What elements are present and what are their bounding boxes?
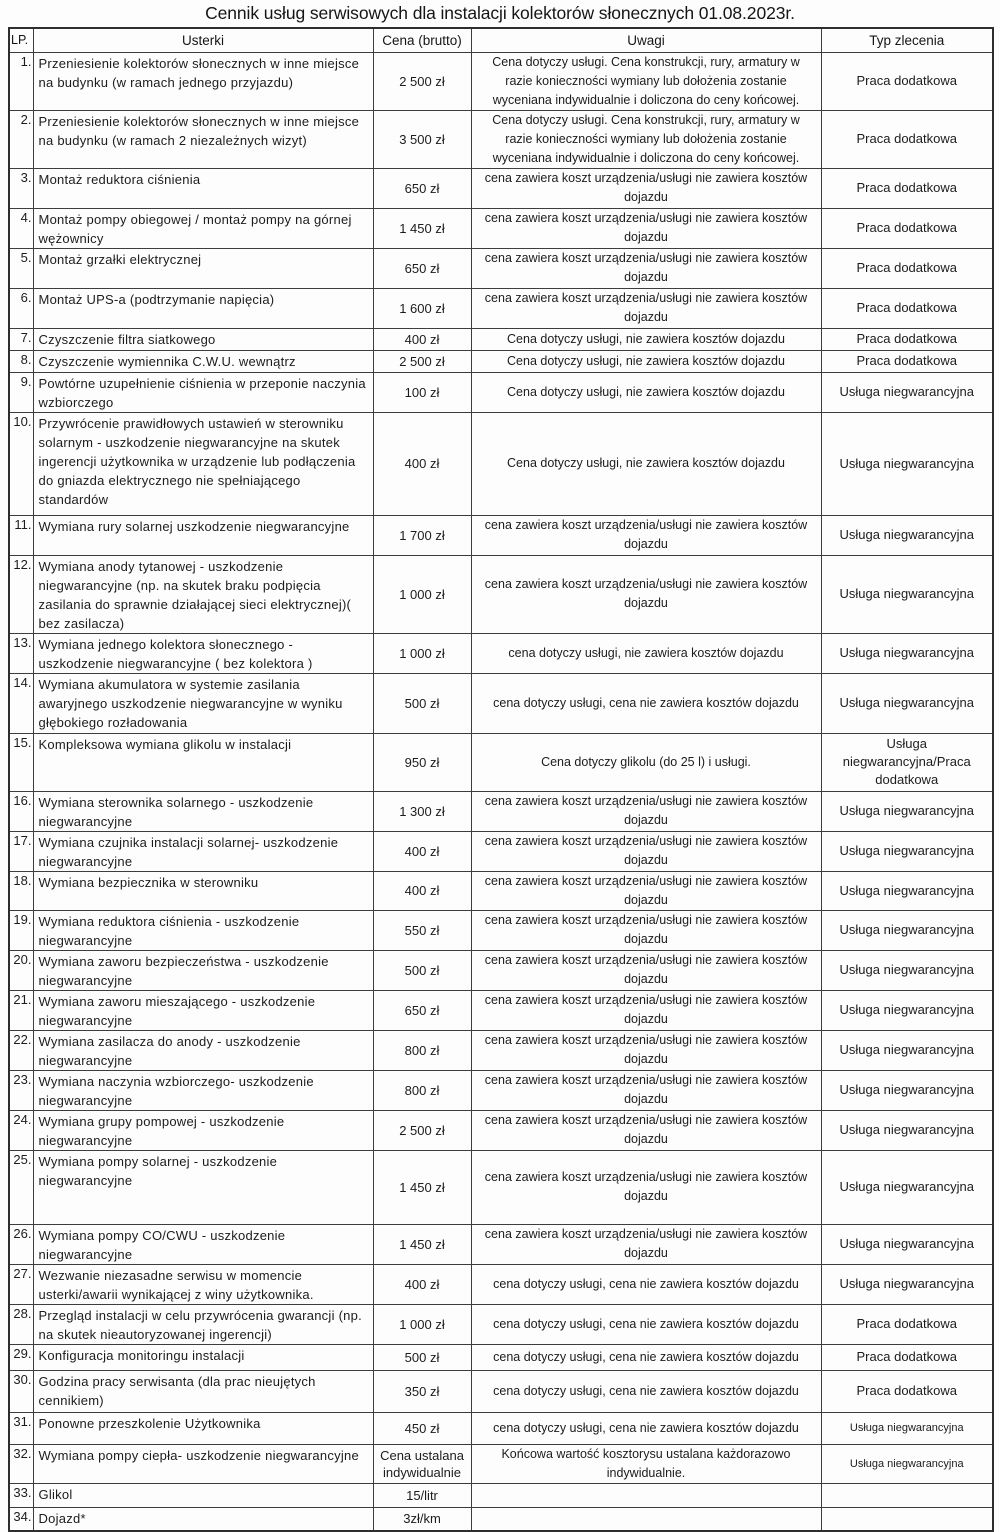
table-row — [9, 1483, 993, 1507]
table-row — [9, 1444, 993, 1483]
table-row — [9, 1304, 993, 1344]
row-price: 450 zł — [373, 1412, 471, 1444]
row-number: 23. — [9, 1070, 33, 1110]
row-notes: Cena dotyczy usługi, nie zawiera kosztów dojazdu — [471, 328, 821, 350]
row-order-type: Praca dodatkowa — [821, 168, 993, 208]
table-row — [9, 1264, 993, 1304]
row-order-type: Usługa niegwarancyjna — [821, 412, 993, 515]
row-notes: cena zawiera koszt urządzenia/usługi nie zawiera kosztów dojazdu — [471, 871, 821, 910]
row-number: 26. — [9, 1224, 33, 1264]
row-number: 21. — [9, 990, 33, 1030]
row-service-description: Przeniesienie kolektorów słonecznych w inne miejsce na budynku (w ramach 2 niezależnych wizyt) — [33, 110, 373, 168]
row-service-description: Wymiana zaworu bezpieczeństwa - uszkodzenie niegwarancyjne — [33, 950, 373, 990]
row-number: 19. — [9, 910, 33, 950]
table-row — [9, 1412, 993, 1444]
row-service-description: Wymiana sterownika solarnego - uszkodzenie niegwarancyjne — [33, 791, 373, 831]
table-row — [9, 555, 993, 633]
page-title: Cennik usług serwisowych dla instalacji kolektorów słonecznych 01.08.2023r. — [205, 3, 795, 23]
table-row — [9, 1110, 993, 1150]
row-notes: cena zawiera koszt urządzenia/usługi nie zawiera kosztów dojazdu — [471, 990, 821, 1030]
row-order-type: Praca dodatkowa — [821, 208, 993, 248]
row-service-description: Wymiana rury solarnej uszkodzenie niegwarancyjne — [33, 515, 373, 555]
row-service-description: Wymiana zasilacza do anody - uszkodzenie niegwarancyjne — [33, 1030, 373, 1070]
row-service-description: Wymiana grupy pompowej - uszkodzenie niegwarancyjne — [33, 1110, 373, 1150]
row-notes: cena zawiera koszt urządzenia/usługi nie zawiera kosztów dojazdu — [471, 1030, 821, 1070]
row-price: 3zł/km — [373, 1507, 471, 1531]
row-price: 800 zł — [373, 1030, 471, 1070]
row-notes: Cena dotyczy usługi, nie zawiera kosztów dojazdu — [471, 372, 821, 412]
row-number: 14. — [9, 673, 33, 733]
table-row — [9, 633, 993, 673]
table-row — [9, 910, 993, 950]
table-row — [9, 950, 993, 990]
row-service-description: Czyszczenie wymiennika C.W.U. wewnątrz — [33, 350, 373, 372]
row-price: 800 zł — [373, 1070, 471, 1110]
row-notes: cena zawiera koszt urządzenia/usługi nie zawiera kosztów dojazdu — [471, 1110, 821, 1150]
table-body — [9, 52, 993, 1531]
row-number: 13. — [9, 633, 33, 673]
row-notes — [471, 1507, 821, 1531]
row-service-description: Wymiana pompy CO/CWU - uszkodzenie niegwarancyjne — [33, 1224, 373, 1264]
row-order-type: Usługa niegwarancyjna — [821, 1030, 993, 1070]
row-service-description: Dojazd* — [33, 1507, 373, 1531]
row-service-description: Wymiana pompy ciepła- uszkodzenie niegwarancyjne — [33, 1444, 373, 1483]
col-header-cena: Cena (brutto) — [373, 28, 471, 52]
row-service-description: Konfiguracja monitoringu instalacji — [33, 1344, 373, 1370]
row-price: 650 zł — [373, 168, 471, 208]
row-service-description: Montaż reduktora ciśnienia — [33, 168, 373, 208]
row-service-description: Montaż pompy obiegowej / montaż pompy na górnej wężownicy — [33, 208, 373, 248]
col-header-usterki: Usterki — [33, 28, 373, 52]
row-number: 12. — [9, 555, 33, 633]
row-service-description: Wymiana czujnika instalacji solarnej- uszkodzenie niegwarancyjne — [33, 831, 373, 871]
row-notes: cena dotyczy usługi, cena nie zawiera kosztów dojazdu — [471, 1370, 821, 1412]
row-order-type: Usługa niegwarancyjna — [821, 1264, 993, 1304]
row-order-type: Usługa niegwarancyjna — [821, 515, 993, 555]
table-row — [9, 110, 993, 168]
row-service-description: Wymiana zaworu mieszającego - uszkodzenie niegwarancyjne — [33, 990, 373, 1030]
row-service-description: Montaż grzałki elektrycznej — [33, 248, 373, 288]
row-notes — [471, 1483, 821, 1507]
row-order-type: Praca dodatkowa — [821, 248, 993, 288]
row-order-type: Usługa niegwarancyjna — [821, 950, 993, 990]
row-number: 24. — [9, 1110, 33, 1150]
row-number: 25. — [9, 1150, 33, 1224]
row-order-type — [821, 1483, 993, 1507]
row-price: 1 000 zł — [373, 555, 471, 633]
row-notes: cena zawiera koszt urządzenia/usługi nie zawiera kosztów dojazdu — [471, 910, 821, 950]
row-order-type — [821, 1507, 993, 1531]
table-row — [9, 733, 993, 791]
row-notes: Cena dotyczy glikolu (do 25 l) i usługi. — [471, 733, 821, 791]
row-service-description: Wezwanie niezasadne serwisu w momencie usterki/awarii wynikającej z winy użytkownika. — [33, 1264, 373, 1304]
table-row — [9, 52, 993, 110]
row-order-type: Usługa niegwarancyjna — [821, 791, 993, 831]
row-service-description: Wymiana jednego kolektora słonecznego - uszkodzenie niegwarancyjne ( bez kolektora ) — [33, 633, 373, 673]
table-row — [9, 515, 993, 555]
row-service-description: Przywrócenie prawidłowych ustawień w sterowniku solarnym - uszkodzenie niegwarancyjne na skutek ingerencji użytkownika w urządzenie lub podłączenia do gniazda elektrycznego nie spełniającego standardów — [33, 412, 373, 515]
table-row — [9, 1344, 993, 1370]
row-price: 2 500 zł — [373, 52, 471, 110]
table-row — [9, 1150, 993, 1224]
table-row — [9, 1370, 993, 1412]
table-row — [9, 1030, 993, 1070]
row-price: Cena ustalana indywidualnie — [373, 1444, 471, 1483]
row-notes: Cena dotyczy usługi. Cena konstrukcji, rury, armatury w razie konieczności wymiany lub dołożenia zostanie wyceniana indywidualnie i doliczona do ceny końcowej. — [471, 52, 821, 110]
row-order-type: Praca dodatkowa — [821, 1304, 993, 1344]
table-row — [9, 1070, 993, 1110]
row-number: 18. — [9, 871, 33, 910]
row-number: 16. — [9, 791, 33, 831]
header-row — [9, 28, 993, 52]
row-number: 4. — [9, 208, 33, 248]
row-order-type: Praca dodatkowa — [821, 110, 993, 168]
row-price: 3 500 zł — [373, 110, 471, 168]
row-price: 500 zł — [373, 950, 471, 990]
col-header-lp: LP. — [9, 28, 33, 52]
row-notes: cena dotyczy usługi, cena nie zawiera kosztów dojazdu — [471, 1304, 821, 1344]
row-notes: cena zawiera koszt urządzenia/usługi nie zawiera kosztów dojazdu — [471, 1224, 821, 1264]
row-service-description: Glikol — [33, 1483, 373, 1507]
row-price: 1 000 zł — [373, 1304, 471, 1344]
row-order-type: Usługa niegwarancyjna — [821, 1110, 993, 1150]
row-order-type: Usługa niegwarancyjna — [821, 1150, 993, 1224]
row-price: 100 zł — [373, 372, 471, 412]
row-number: 2. — [9, 110, 33, 168]
row-price: 15/litr — [373, 1483, 471, 1507]
table-header — [9, 28, 993, 52]
table-row — [9, 1224, 993, 1264]
row-service-description: Kompleksowa wymiana glikolu w instalacji — [33, 733, 373, 791]
table-row — [9, 350, 993, 372]
row-order-type: Praca dodatkowa — [821, 52, 993, 110]
row-number: 28. — [9, 1304, 33, 1344]
row-order-type: Praca dodatkowa — [821, 1370, 993, 1412]
row-order-type: Usługa niegwarancyjna — [821, 871, 993, 910]
row-price: 1 600 zł — [373, 288, 471, 328]
row-price: 1 700 zł — [373, 515, 471, 555]
row-service-description: Przegląd instalacji w celu przywrócenia gwarancji (np. na skutek nieautoryzowanej ingerencji) — [33, 1304, 373, 1344]
row-notes: Cena dotyczy usługi, nie zawiera kosztów dojazdu — [471, 350, 821, 372]
row-number: 33. — [9, 1483, 33, 1507]
row-notes: Cena dotyczy usługi, nie zawiera kosztów dojazdu — [471, 412, 821, 515]
row-notes: cena zawiera koszt urządzenia/usługi nie zawiera kosztów dojazdu — [471, 950, 821, 990]
row-price: 2 500 zł — [373, 1110, 471, 1150]
row-price: 2 500 zł — [373, 350, 471, 372]
row-number: 5. — [9, 248, 33, 288]
row-notes: cena dotyczy usługi, nie zawiera kosztów dojazdu — [471, 633, 821, 673]
row-notes: cena zawiera koszt urządzenia/usługi nie zawiera kosztów dojazdu — [471, 791, 821, 831]
row-notes: cena zawiera koszt urządzenia/usługi nie zawiera kosztów dojazdu — [471, 1070, 821, 1110]
row-notes: cena dotyczy usługi, cena nie zawiera kosztów dojazdu — [471, 1412, 821, 1444]
row-number: 27. — [9, 1264, 33, 1304]
row-order-type: Usługa niegwarancyjna — [821, 1224, 993, 1264]
row-number: 6. — [9, 288, 33, 328]
row-notes: cena zawiera koszt urządzenia/usługi nie zawiera kosztów dojazdu — [471, 515, 821, 555]
row-number: 3. — [9, 168, 33, 208]
row-number: 7. — [9, 328, 33, 350]
row-service-description: Godzina pracy serwisanta (dla prac nieujętych cennikiem) — [33, 1370, 373, 1412]
table-row — [9, 412, 993, 515]
row-price: 500 zł — [373, 673, 471, 733]
row-order-type: Usługa niegwarancyjna — [821, 1412, 993, 1444]
row-notes: cena zawiera koszt urządzenia/usługi nie zawiera kosztów dojazdu — [471, 168, 821, 208]
row-number: 30. — [9, 1370, 33, 1412]
row-number: 17. — [9, 831, 33, 871]
row-notes: cena zawiera koszt urządzenia/usługi nie zawiera kosztów dojazdu — [471, 831, 821, 871]
row-notes: cena zawiera koszt urządzenia/usługi nie zawiera kosztów dojazdu — [471, 288, 821, 328]
row-number: 29. — [9, 1344, 33, 1370]
row-notes: cena dotyczy usługi, cena nie zawiera kosztów dojazdu — [471, 1344, 821, 1370]
table-row — [9, 288, 993, 328]
table-row — [9, 168, 993, 208]
row-service-description: Wymiana reduktora ciśnienia - uszkodzenie niegwarancyjne — [33, 910, 373, 950]
row-notes: cena dotyczy usługi, cena nie zawiera kosztów dojazdu — [471, 1264, 821, 1304]
row-notes: cena zawiera koszt urządzenia/usługi nie zawiera kosztów dojazdu — [471, 1150, 821, 1224]
row-price: 400 zł — [373, 831, 471, 871]
row-order-type: Praca dodatkowa — [821, 350, 993, 372]
row-price: 1 300 zł — [373, 791, 471, 831]
row-service-description: Wymiana anody tytanowej - uszkodzenie niegwarancyjne (np. na skutek braku podpięcia zasilania do sprawnie działającej sieci elektrycznej)( bez zasilacza) — [33, 555, 373, 633]
row-number: 22. — [9, 1030, 33, 1070]
row-number: 31. — [9, 1412, 33, 1444]
table-row — [9, 831, 993, 871]
row-service-description: Ponowne przeszkolenie Użytkownika — [33, 1412, 373, 1444]
row-order-type: Usługa niegwarancyjna — [821, 633, 993, 673]
row-price: 650 zł — [373, 990, 471, 1030]
table-row — [9, 248, 993, 288]
row-price: 1 000 zł — [373, 633, 471, 673]
row-notes: cena zawiera koszt urządzenia/usługi nie zawiera kosztów dojazdu — [471, 248, 821, 288]
row-order-type: Usługa niegwarancyjna — [821, 555, 993, 633]
row-number: 9. — [9, 372, 33, 412]
row-price: 400 zł — [373, 328, 471, 350]
row-notes: Cena dotyczy usługi. Cena konstrukcji, rury, armatury w razie konieczności wymiany lub dołożenia zostanie wyceniana indywidualnie i doliczona do ceny końcowej. — [471, 110, 821, 168]
row-order-type: Usługa niegwarancyjna — [821, 1070, 993, 1110]
row-order-type: Praca dodatkowa — [821, 328, 993, 350]
row-order-type: Praca dodatkowa — [821, 1344, 993, 1370]
row-price: 1 450 zł — [373, 208, 471, 248]
row-price: 1 450 zł — [373, 1150, 471, 1224]
row-service-description: Przeniesienie kolektorów słonecznych w inne miejsce na budynku (w ramach jednego przyjazdu) — [33, 52, 373, 110]
row-number: 32. — [9, 1444, 33, 1483]
table-row — [9, 673, 993, 733]
row-service-description: Czyszczenie filtra siatkowego — [33, 328, 373, 350]
row-service-description: Powtórne uzupełnienie ciśnienia w przeponie naczynia wzbiorczego — [33, 372, 373, 412]
row-price: 1 450 zł — [373, 1224, 471, 1264]
row-service-description: Wymiana bezpiecznika w sterowniku — [33, 871, 373, 910]
table-row — [9, 372, 993, 412]
row-notes: cena zawiera koszt urządzenia/usługi nie zawiera kosztów dojazdu — [471, 208, 821, 248]
row-order-type: Usługa niegwarancyjna — [821, 831, 993, 871]
row-price: 500 zł — [373, 1344, 471, 1370]
table-row — [9, 871, 993, 910]
row-number: 8. — [9, 350, 33, 372]
row-service-description: Montaż UPS-a (podtrzymanie napięcia) — [33, 288, 373, 328]
table-row — [9, 990, 993, 1030]
row-notes: cena zawiera koszt urządzenia/usługi nie zawiera kosztów dojazdu — [471, 555, 821, 633]
row-price: 400 zł — [373, 412, 471, 515]
row-notes: cena dotyczy usługi, cena nie zawiera kosztów dojazdu — [471, 673, 821, 733]
row-number: 1. — [9, 52, 33, 110]
table-row — [9, 208, 993, 248]
row-order-type: Usługa niegwarancyjna — [821, 1444, 993, 1483]
row-notes: Końcowa wartość kosztorysu ustalana każdorazowo indywidualnie. — [471, 1444, 821, 1483]
row-order-type: Praca dodatkowa — [821, 288, 993, 328]
service-price-table — [8, 27, 994, 1532]
row-number: 15. — [9, 733, 33, 791]
row-order-type: Usługa niegwarancyjna — [821, 990, 993, 1030]
row-order-type: Usługa niegwarancyjna — [821, 372, 993, 412]
table-row — [9, 328, 993, 350]
row-price: 400 zł — [373, 1264, 471, 1304]
row-service-description: Wymiana pompy solarnej - uszkodzenie niegwarancyjne — [33, 1150, 373, 1224]
row-number: 11. — [9, 515, 33, 555]
row-number: 20. — [9, 950, 33, 990]
row-order-type: Usługa niegwarancyjna/Praca dodatkowa — [821, 733, 993, 791]
row-number: 10. — [9, 412, 33, 515]
col-header-typ-zlecenia: Typ zlecenia — [821, 28, 993, 52]
row-price: 950 zł — [373, 733, 471, 791]
col-header-uwagi: Uwagi — [471, 28, 821, 52]
row-price: 550 zł — [373, 910, 471, 950]
row-price: 650 zł — [373, 248, 471, 288]
row-price: 400 zł — [373, 871, 471, 910]
row-order-type: Usługa niegwarancyjna — [821, 910, 993, 950]
row-service-description: Wymiana naczynia wzbiorczego- uszkodzenie niegwarancyjne — [33, 1070, 373, 1110]
table-row — [9, 1507, 993, 1531]
table-row — [9, 791, 993, 831]
row-number: 34. — [9, 1507, 33, 1531]
row-service-description: Wymiana akumulatora w systemie zasilania awaryjnego uszkodzenie niegwarancyjne w wyniku głębokiego rozładowania — [33, 673, 373, 733]
row-price: 350 zł — [373, 1370, 471, 1412]
row-order-type: Usługa niegwarancyjna — [821, 673, 993, 733]
